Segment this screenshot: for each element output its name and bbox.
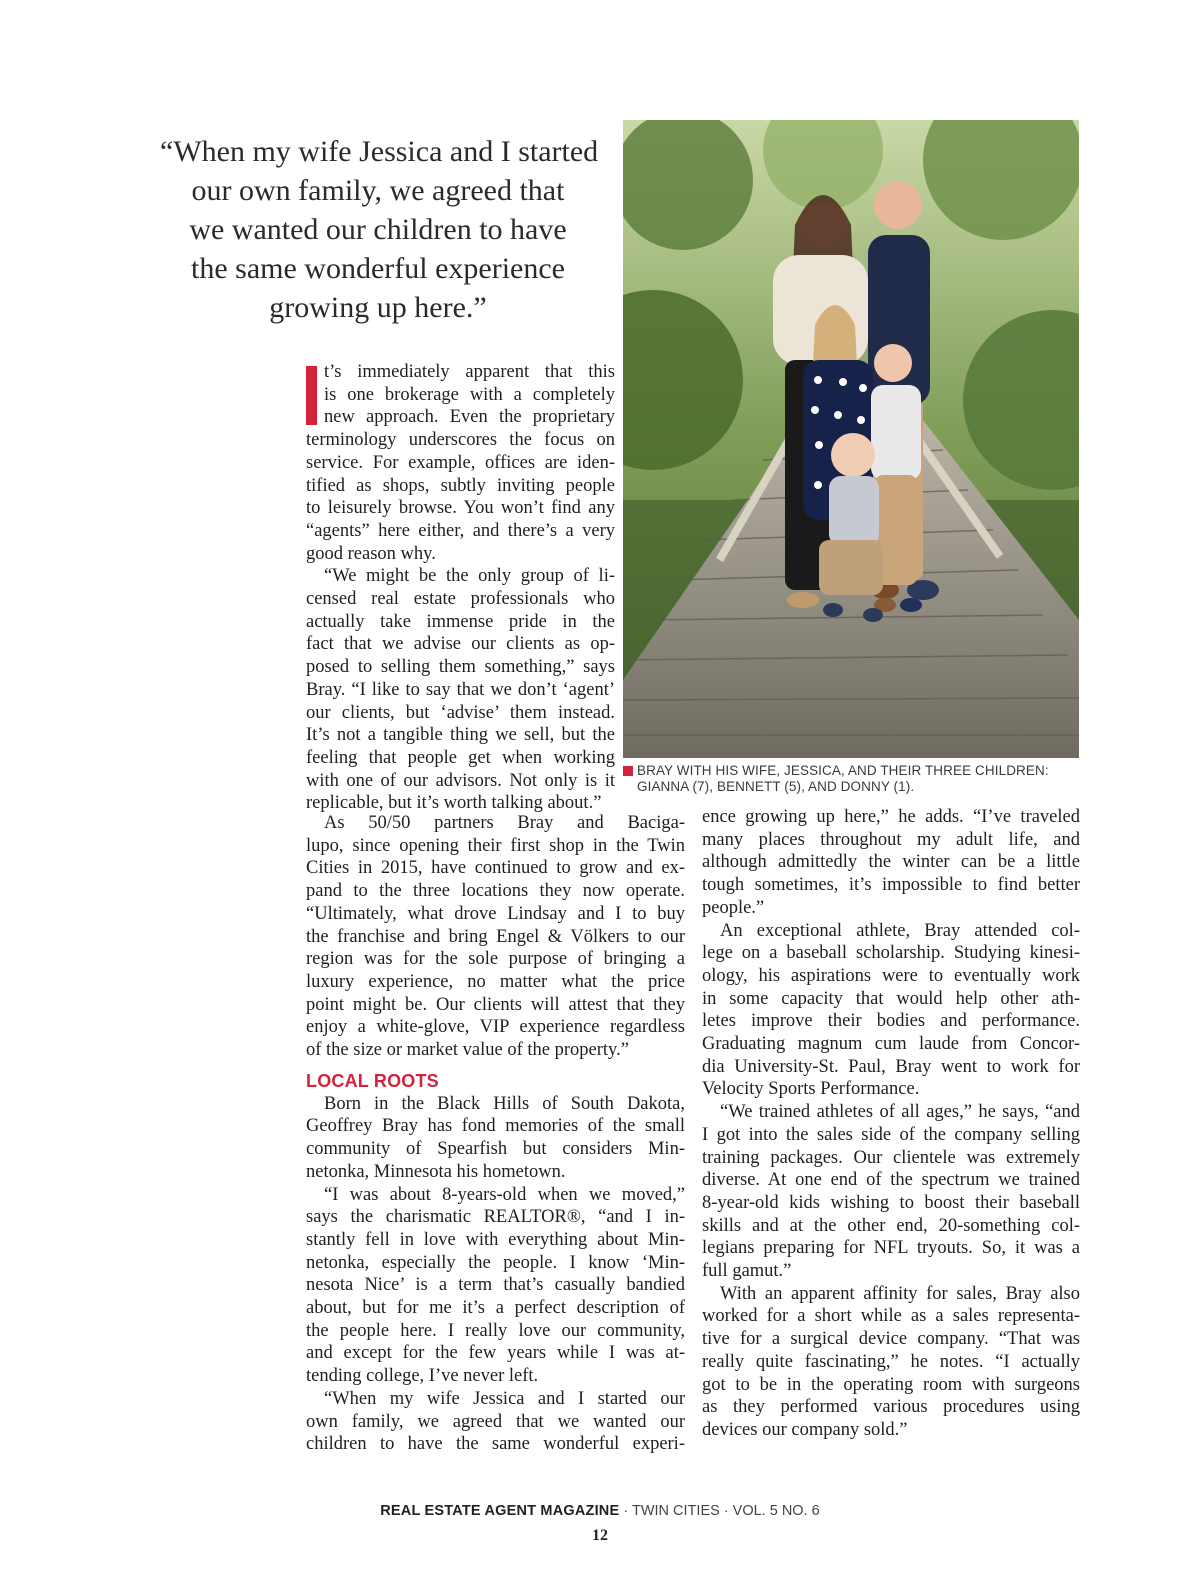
text-line: says the charismatic REALTOR®, “and I in-	[306, 1207, 685, 1228]
text-line: letes improve their bodies and performance.	[702, 1011, 1080, 1032]
text-line: point might be. Our clients will attest that they	[306, 994, 685, 1015]
paragraph	[306, 1184, 685, 1388]
text-line: “We trained athletes of all ages,” he says, “and	[720, 1102, 1080, 1123]
caption-line	[623, 763, 1093, 779]
text-line: stantly fell in love with everything about Min-	[306, 1229, 685, 1250]
photo-caption	[623, 763, 1093, 795]
text-line: fact that we advise our clients as op-	[306, 634, 615, 655]
text-line: as they performed various procedures using	[702, 1397, 1080, 1418]
text-line: With an apparent affinity for sales, Bray also	[720, 1283, 1080, 1304]
pull-quote-line: we wanted our children to have	[189, 213, 567, 246]
text-line: It’s not a tangible thing we sell, but the	[306, 725, 615, 746]
text-line: Bray. “I like to say that we don’t ‘agent’	[306, 679, 615, 700]
text-line: feeling that people get when working	[306, 747, 615, 768]
text-line: terminology underscores the focus on	[306, 430, 615, 451]
text-line: the people here. I really love our community,	[306, 1320, 685, 1341]
text-line: t’s immediately apparent that this	[324, 362, 615, 382]
text-line: luxury experience, no matter what the price	[306, 971, 685, 992]
text-line: nesota Nice’ is a term that’s casually bandied	[306, 1275, 685, 1296]
text-line: tive for a surgical device company. “That was	[702, 1329, 1080, 1350]
issue-info: · TWIN CITIES · VOL. 5 NO. 6	[619, 1503, 820, 1519]
text-line: service. For example, offices are iden-	[306, 452, 615, 473]
section-subhead: LOCAL ROOTS	[306, 1070, 439, 1091]
text-line: “When my wife Jessica and I started our	[324, 1388, 685, 1409]
text-line: to leisurely browse. You won’t find any	[306, 498, 615, 519]
text-line: worked for a short while as a sales representa-	[702, 1306, 1080, 1327]
text-line: lege on a baseball scholarship. Studying kinesi-	[702, 943, 1080, 964]
text-line: posed to selling them something,” says	[306, 657, 615, 678]
text-line: ence growing up here,” he adds. “I’ve traveled	[702, 807, 1080, 827]
pull-quote-line: “When my wife Jessica and I started	[160, 135, 599, 168]
text-line: although admittedly the winter can be a little	[702, 852, 1080, 873]
text-line: 8-year-old kids wishing to boost their baseball	[702, 1192, 1080, 1213]
text-line: tending college, I’ve never left.	[306, 1366, 539, 1387]
text-line: enjoy a white-glove, VIP experience regardless	[306, 1017, 685, 1038]
text-line: “I was about 8-years-old when we moved,”	[324, 1184, 685, 1205]
pull-quote-line: the same wonderful experience	[191, 252, 565, 285]
family-photo	[623, 120, 1079, 758]
page-number: 12	[592, 1527, 608, 1544]
text-line: region was for the sole purpose of bringing a	[306, 949, 685, 970]
text-line: actually take immense pride in the	[306, 611, 615, 632]
text-line: “We might be the only group of li-	[324, 566, 615, 587]
text-line: Geoffrey Bray has fond memories of the small	[306, 1116, 685, 1137]
caption-text: BRAY WITH HIS WIFE, JESSICA, AND THEIR THREE CHILDREN:	[637, 763, 1049, 778]
text-line: good reason why.	[306, 543, 436, 564]
text-line: dia University-St. Paul, Bray went to work for	[702, 1056, 1080, 1077]
text-line: legians preparing for NFL tryouts. So, it was a	[702, 1238, 1080, 1259]
paragraph	[702, 920, 1080, 1102]
text-line: replicable, but it’s worth talking about.”	[306, 793, 602, 814]
paragraph	[306, 565, 615, 815]
pull-quote-line: growing up here.”	[269, 291, 487, 324]
text-line: netonka, Minnesota his hometown.	[306, 1161, 566, 1182]
caption-marker-icon	[623, 766, 633, 776]
text-line: ology, his aspirations were to eventually work	[702, 965, 1080, 986]
text-line: skills and at the other end, 20-something col-	[702, 1215, 1080, 1236]
publication-name: REAL ESTATE AGENT MAGAZINE	[380, 1503, 620, 1519]
text-line: people.”	[702, 897, 765, 918]
text-line: As 50/50 partners Bray and Baciga-	[324, 813, 685, 833]
text-line: our clients, but ‘advise’ them instead.	[306, 702, 615, 723]
text-line: of the size or market value of the property.”	[306, 1040, 629, 1061]
text-line: full gamut.”	[702, 1261, 792, 1282]
text-line: tified as shops, subtly inviting people	[306, 475, 615, 496]
page-footer	[0, 1503, 1200, 1519]
text-line: and except for the few years while I was at-	[306, 1343, 685, 1364]
paragraph	[702, 806, 1080, 920]
pull-quote	[160, 132, 599, 327]
text-line: “agents” here either, and there’s a very	[306, 520, 615, 541]
text-line: lupo, since opening their first shop in the Twin	[306, 835, 685, 856]
text-line: new approach. Even the proprietary	[324, 407, 615, 428]
text-line: is one brokerage with a completely	[324, 384, 615, 405]
paragraph	[306, 812, 685, 1062]
text-line: own family, we agreed that we wanted our	[306, 1411, 685, 1432]
text-line: children to have the same wonderful experi-	[306, 1434, 685, 1455]
text-line: the franchise and bring Engel & Völkers to our	[306, 926, 685, 947]
text-line: Born in the Black Hills of South Dakota,	[324, 1093, 685, 1114]
paragraph	[306, 1093, 685, 1184]
text-line: devices our company sold.”	[702, 1419, 908, 1440]
text-line: Graduating magnum cum laude from Concor-	[702, 1034, 1080, 1055]
text-line: about, but for me it’s a perfect description of	[306, 1298, 685, 1319]
pull-quote-line: our own family, we agreed that	[191, 174, 565, 207]
paragraph	[306, 1388, 685, 1456]
paragraph	[702, 1283, 1080, 1442]
family-photo-illustration	[623, 120, 1079, 758]
article-column-b	[306, 812, 685, 1456]
text-line: censed real estate professionals who	[306, 589, 615, 610]
text-line: I got into the sales side of the company selling	[702, 1124, 1080, 1145]
text-line: pand to the three locations they now operate.	[306, 881, 685, 902]
text-line: got to be in the operating room with surgeons	[702, 1374, 1080, 1395]
article-column-a	[306, 361, 615, 815]
text-line: Velocity Sports Performance.	[702, 1079, 920, 1100]
text-line: tough sometimes, it’s impossible to find better	[702, 875, 1080, 896]
text-line: Cities in 2015, have continued to grow and ex-	[306, 858, 685, 879]
text-line: “Ultimately, what drove Lindsay and I to buy	[306, 903, 685, 924]
article-column-c	[702, 806, 1080, 1442]
text-line: community of Spearfish but considers Min-	[306, 1139, 685, 1160]
text-line: netonka, especially the people. I know ‘Min-	[306, 1252, 685, 1273]
text-line: diverse. At one end of the spectrum we trained	[702, 1170, 1080, 1191]
text-line: training packages. Our clientele was extremely	[702, 1147, 1080, 1168]
text-line: in some capacity that would help other ath-	[702, 988, 1080, 1009]
text-line: with one of our advisors. Not only is it	[306, 770, 615, 791]
paragraph	[306, 361, 615, 565]
text-line: An exceptional athlete, Bray attended col-	[720, 920, 1080, 941]
caption-line: GIANNA (7), BENNETT (5), AND DONNY (1).	[637, 779, 915, 794]
paragraph	[702, 1101, 1080, 1283]
text-line: really quite fascinating,” he notes. “I actually	[702, 1351, 1080, 1372]
text-line: many places throughout my adult life, and	[702, 829, 1080, 850]
